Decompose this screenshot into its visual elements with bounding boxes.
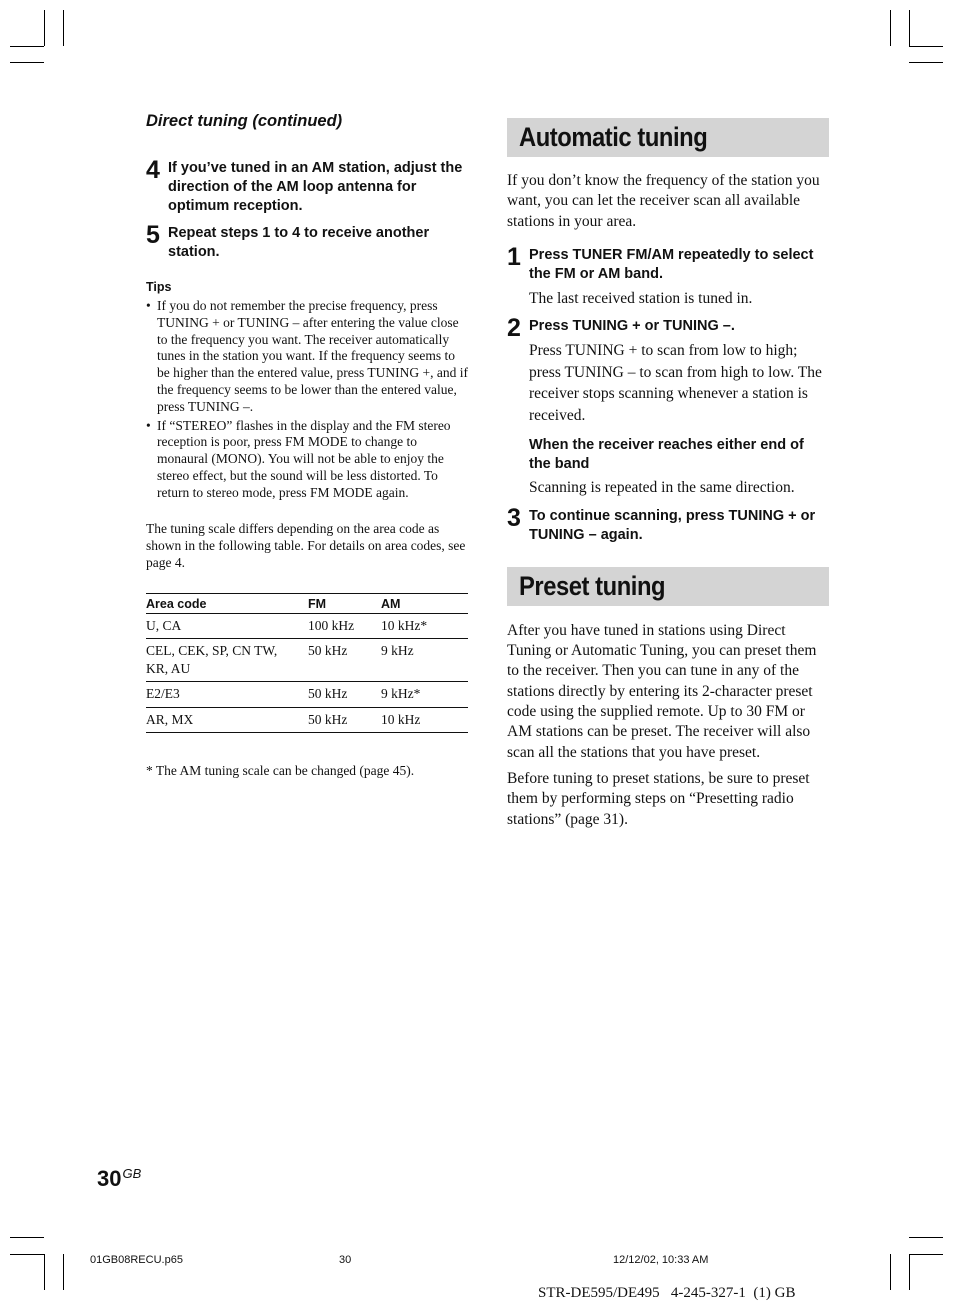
- tuning-scale-text: The tuning scale differs depending on the area code as shown in the following table. For details on area codes, see page 4.: [146, 520, 466, 570]
- right-column: [507, 118, 829, 830]
- tips-heading: Tips: [146, 280, 172, 294]
- model-number: STR-DE595/DE495 4-245-327-1 (1) GB: [538, 1285, 796, 1301]
- crop-mark: [44, 10, 45, 46]
- step-number: 3: [507, 503, 521, 532]
- tip-item: • If “STEREO” flashes in the display and the FM stereo reception is poor, press FM MODE to change to monaural (MONO). You will not be able to enjoy the stereo effect, but the sound will be less distorted. To return to stereo mode, press FM MODE again.: [146, 417, 451, 500]
- step-number: 1: [507, 242, 521, 271]
- footnote: * The AM tuning scale can be changed (page 45).: [146, 763, 415, 779]
- left-column: [146, 112, 468, 779]
- table-cell: E2/E3: [146, 682, 308, 708]
- section-heading-bar: [507, 567, 829, 606]
- crop-mark: [909, 1254, 943, 1255]
- crop-mark: [909, 10, 910, 46]
- page-number: $30^{GB}$: [97, 1166, 142, 1191]
- crop-mark: [909, 46, 943, 47]
- preset-paragraph: After you have tuned in stations using Direct Tuning or Automatic Tuning, you can preset them to the receiver. Then you can tune in any of the stations directly by entering its 2-character preset code using the supplied remote. Up to 30 FM or AM stations can be preset. The receiver will also scan all the stations that you have preset.: [507, 621, 817, 761]
- bullet-icon: •: [146, 298, 151, 313]
- step-text: Scanning is repeated in the same direction.: [529, 479, 795, 497]
- slug-page: 30: [339, 1254, 352, 1266]
- area-code-table: [146, 593, 468, 734]
- step-text: Press TUNING + to scan from low to high; press TUNING – to scan from high to low. The receiver stops scanning whenever a station is received.: [529, 342, 822, 424]
- table-cell: 50 kHz: [308, 639, 381, 682]
- table-header-row: [146, 593, 468, 613]
- auto-step-1: [507, 242, 829, 310]
- crop-mark: [10, 62, 44, 63]
- step-title: If you’ve tuned in an AM station, adjust the direction of the AM loop antenna for optimum reception.: [168, 160, 463, 214]
- crop-mark: [909, 1254, 910, 1290]
- crop-mark: [909, 62, 943, 63]
- crop-mark: [10, 46, 44, 47]
- step-title: To continue scanning, press TUNING + or TUNING – again.: [529, 507, 816, 543]
- step-title: Repeat steps 1 to 4 to receive another station.: [168, 225, 430, 260]
- auto-step-3: [507, 503, 829, 545]
- continued-heading: Direct tuning (continued): [146, 112, 343, 130]
- table-cell: CEL, CEK, SP, CN TW, KR, AU: [146, 639, 308, 682]
- table-header: FM: [308, 593, 381, 613]
- step-number: 4: [146, 156, 160, 184]
- bullet-icon: •: [146, 417, 151, 433]
- step-text: The last received station is tuned in.: [529, 289, 753, 307]
- slug-datetime: 12/12/02, 10:33 AM: [613, 1254, 709, 1266]
- section-title: Automatic tuning: [519, 122, 708, 152]
- crop-mark: [10, 1254, 44, 1255]
- section-heading-bar: [507, 118, 829, 157]
- table-cell: 10 kHz*: [381, 613, 468, 639]
- step-title: Press TUNING + or TUNING –.: [529, 318, 735, 335]
- table-header: AM: [381, 593, 468, 613]
- table-cell: 100 kHz: [308, 613, 381, 639]
- page-suffix: GB: [122, 1166, 142, 1181]
- automatic-intro: If you don’t know the frequency of the station you want, you can let the receiver scan all available stations in your area.: [507, 172, 820, 230]
- step-5: [146, 221, 468, 262]
- slug-file: 01GB08RECU.p65: [90, 1254, 183, 1266]
- tips-list: [146, 298, 468, 502]
- table-row: [146, 613, 468, 639]
- crop-mark: [890, 1254, 891, 1290]
- table-cell: 50 kHz: [308, 707, 381, 733]
- crop-mark: [63, 10, 64, 46]
- step-number: 2: [507, 314, 521, 343]
- auto-step-2: [507, 314, 829, 499]
- step-title: Press TUNER FM/AM repeatedly to select the FM or AM band.: [529, 246, 814, 282]
- table-cell: U, CA: [146, 613, 308, 639]
- table-row: [146, 682, 468, 708]
- preset-paragraph: Before tuning to preset stations, be sure to preset them by performing steps on “Presetting radio stations” (page 31).: [507, 769, 810, 828]
- table-header: Area code: [146, 593, 308, 613]
- table-row: [146, 707, 468, 733]
- crop-mark: [909, 1237, 943, 1238]
- table-cell: 9 kHz: [381, 639, 468, 682]
- table-cell: 50 kHz: [308, 682, 381, 708]
- step-number: 5: [146, 221, 160, 249]
- table-cell: 9 kHz*: [381, 682, 468, 708]
- crop-mark: [63, 1254, 64, 1290]
- table-cell: 10 kHz: [381, 707, 468, 733]
- tip-item: • If you do not remember the precise frequency, press TUNING + or TUNING – after entering the value close to the frequency you want. The receiver automatically tunes in the station you want. If the frequency seems to be higher than the entered value, press TUNING +, and if the frequency seems to be lower than the entered value, press TUNING –.: [146, 298, 469, 414]
- crop-mark: [10, 1237, 44, 1238]
- crop-mark: [890, 10, 891, 46]
- table-cell: AR, MX: [146, 707, 308, 733]
- crop-mark: [44, 1254, 45, 1290]
- section-title: Preset tuning: [519, 570, 666, 601]
- sub-heading: When the receiver reaches either end of the band: [529, 437, 804, 473]
- step-4: [146, 156, 468, 216]
- table-row: [146, 639, 468, 682]
